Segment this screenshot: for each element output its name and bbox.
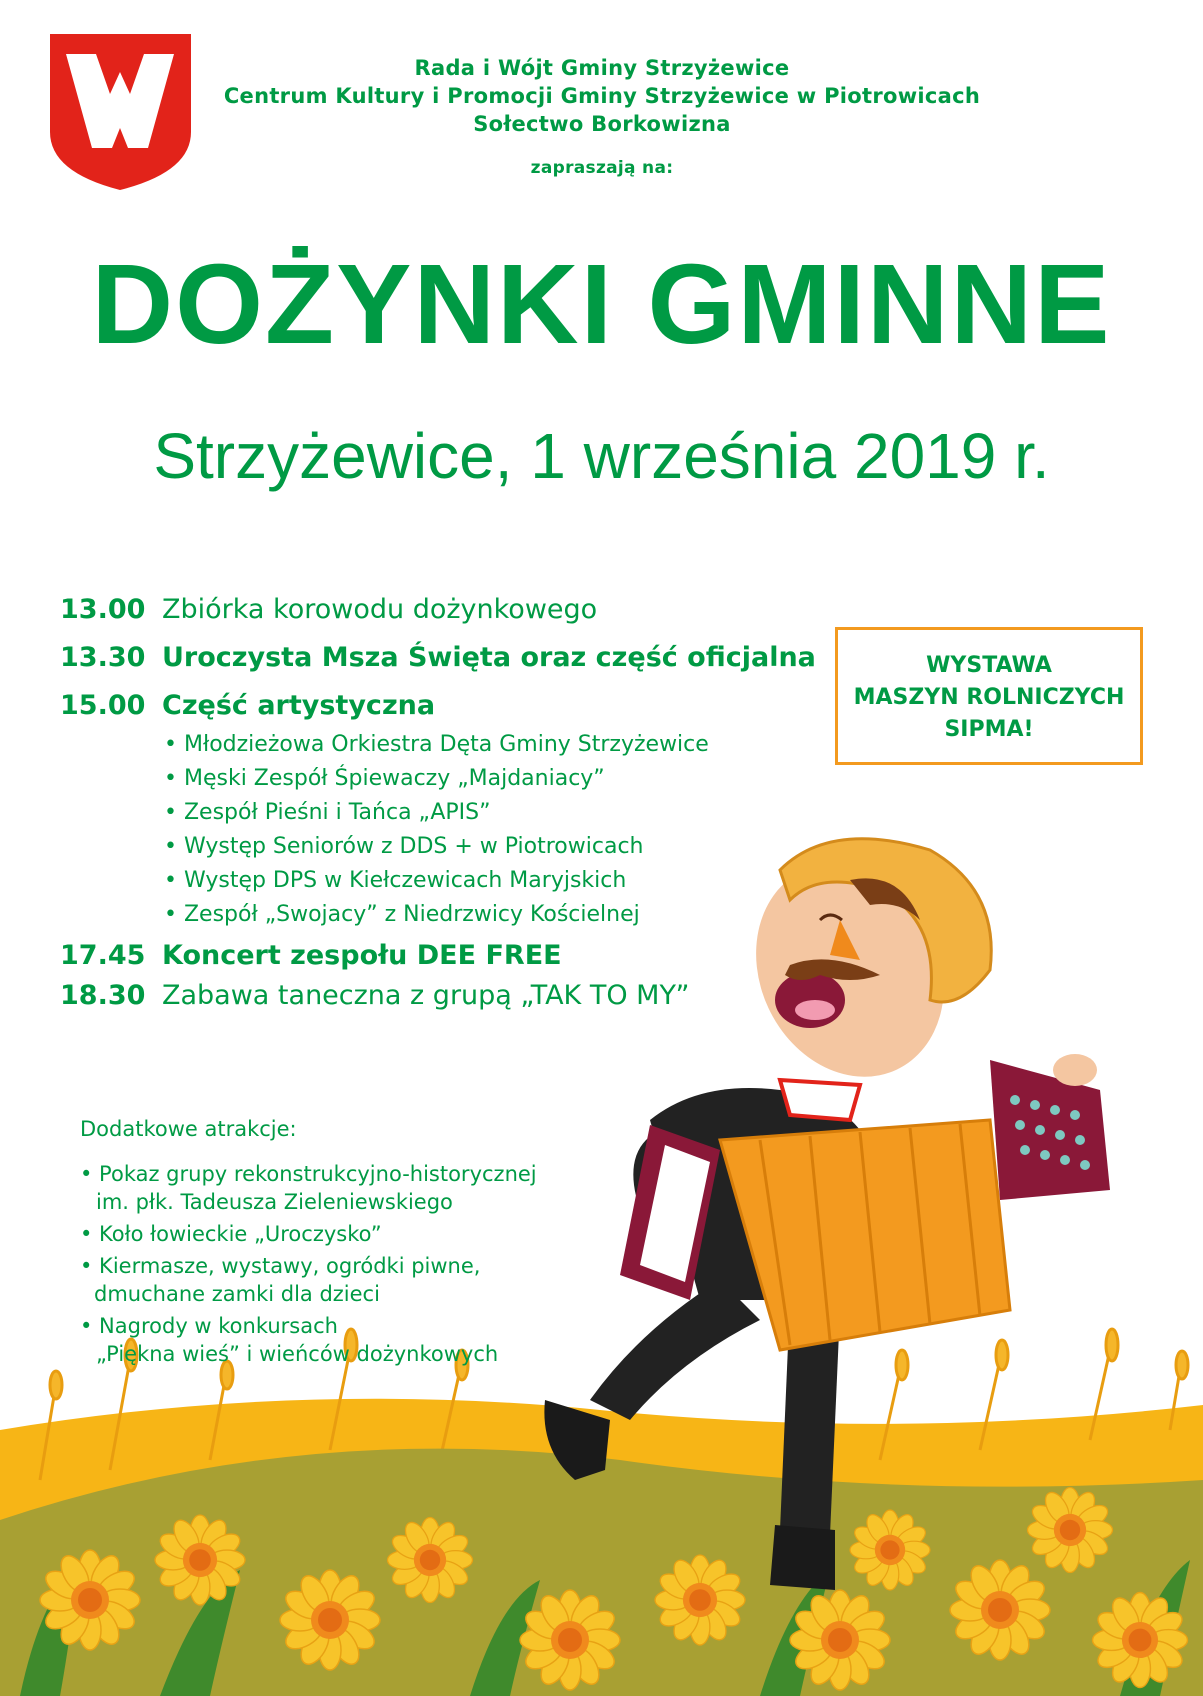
- artistic-act: • Męski Zespół Śpiewaczy „Majdaniacy”: [164, 766, 605, 791]
- extra-item: • Nagrody w konkursach: [80, 1314, 338, 1338]
- artistic-act: • Zespół Pieśni i Tańca „APIS”: [164, 800, 491, 825]
- event-date: Strzyżewice, 1 września 2019 r.: [153, 420, 1050, 492]
- exhibit-line: WYSTAWA: [926, 653, 1052, 678]
- program-time: 15.00: [60, 690, 146, 721]
- program-item: Zabawa taneczna z grupą „TAK TO MY”: [162, 980, 690, 1011]
- extra-item: • Kiermasze, wystawy, ogródki piwne,: [80, 1254, 481, 1278]
- exhibit-box: [835, 627, 1143, 765]
- organizer-line-1: Rada i Wójt Gminy Strzyżewice: [414, 56, 790, 80]
- extra-heading: Dodatkowe atrakcje:: [80, 1117, 297, 1141]
- artistic-act: • Młodzieżowa Orkiestra Dęta Gminy Strzyżewice: [164, 732, 709, 757]
- extra-item: dmuchane zamki dla dzieci: [94, 1282, 380, 1306]
- organizer-line-2: Centrum Kultury i Promocji Gminy Strzyżewice w Piotrowicach: [223, 84, 981, 108]
- program-item: Część artystyczna: [162, 690, 436, 721]
- extra-item: im. płk. Tadeusza Zieleniewskiego: [96, 1190, 453, 1214]
- program-time: 17.45: [60, 940, 146, 971]
- program-time: 13.00: [60, 594, 146, 625]
- extra-item: • Pokaz grupy rekonstrukcyjno-historycznej: [80, 1162, 537, 1186]
- organizer-line-3: Sołectwo Borkowizna: [473, 112, 731, 136]
- exhibit-line: MASZYN ROLNICZYCH: [853, 685, 1125, 710]
- invite-text: zapraszają na:: [530, 158, 674, 178]
- program-time: 18.30: [60, 980, 146, 1011]
- program-item: Uroczysta Msza Święta oraz część oficjalna: [162, 642, 816, 673]
- coat-of-arms-icon: [48, 32, 193, 192]
- program-item: Zbiórka korowodu dożynkowego: [162, 594, 598, 625]
- page-title: DOŻYNKI GMINNE: [91, 241, 1112, 367]
- extra-item: • Koło łowieckie „Uroczysko”: [80, 1222, 382, 1246]
- artistic-act: • Zespół „Swojacy” z Niedrzwicy Kościelnej: [164, 902, 640, 927]
- exhibit-line: SIPMA!: [944, 717, 1034, 742]
- extra-item: „Piękna wieś” i wieńców dożynkowych: [96, 1342, 499, 1366]
- artistic-act: • Występ Seniorów z DDS + w Piotrowicach: [164, 834, 644, 859]
- program-item: Koncert zespołu DEE FREE: [162, 940, 562, 971]
- program-time: 13.30: [60, 642, 146, 673]
- artistic-act: • Występ DPS w Kiełczewicach Maryjskich: [164, 868, 627, 893]
